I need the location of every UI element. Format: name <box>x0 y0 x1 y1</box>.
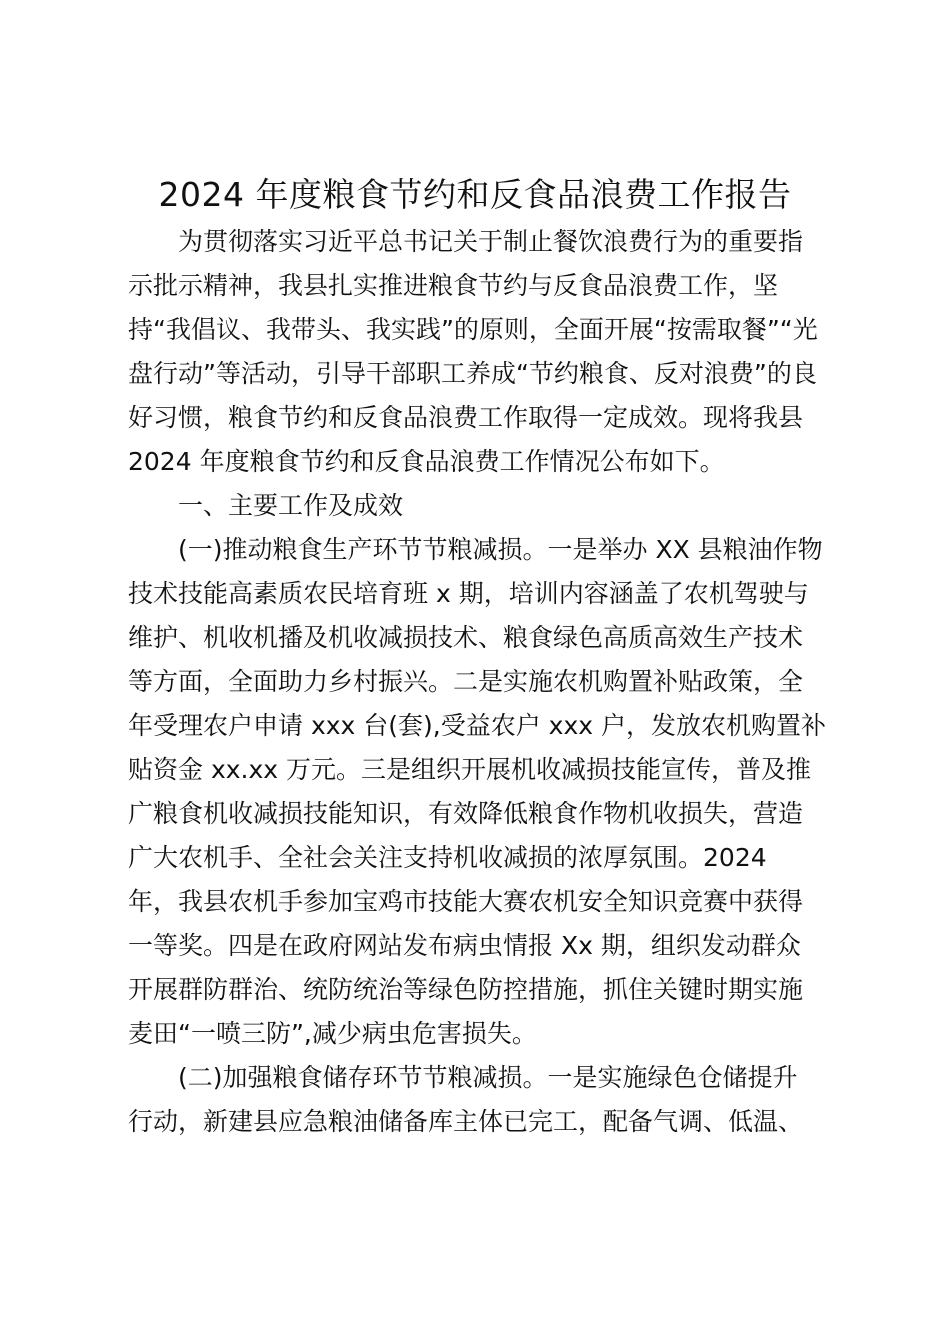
paragraph-line: 技术技能高素质农民培育班 x 期，培训内容涵盖了农机驾驶与 <box>128 579 809 608</box>
paragraph-line: 一等奖。四是在政府网站发布病虫情报 Xx 期，组织发动群众 <box>128 931 801 960</box>
paragraph-line: 2024 年度粮食节约和反食品浪费工作情况公布如下。 <box>128 447 725 476</box>
paragraph-line: 维护、机收机播及机收减损技术、粮食绿色高质高效生产技术 <box>128 623 804 652</box>
paragraph-line: 为贯彻落实习近平总书记关于制止餐饮浪费行为的重要指 <box>178 227 804 256</box>
paragraph-line: 等方面，全面助力乡村振兴。二是实施农机购置补贴政策，全 <box>128 667 804 696</box>
document-title: 2024 年度粮食节约和反食品浪费工作报告 <box>158 175 792 214</box>
paragraph-line: 广粮食机收减损技能知识，有效降低粮食作物机收损失，营造 <box>128 799 804 828</box>
paragraph-line: 示批示精神，我县扎实推进粮食节约与反食品浪费工作，坚 <box>128 271 779 300</box>
paragraph-line: 贴资金 xx.xx 万元。三是组织开展机收减损技能宣传，普及推 <box>128 755 812 784</box>
paragraph-line: (一)推动粮食生产环节节粮减损。一是举办 XX 县粮油作物 <box>178 535 823 564</box>
paragraph-line: (二)加强粮食储存环节节粮减损。一是实施绿色仓储提升 <box>178 1063 798 1092</box>
paragraph-line: 广大农机手、全社会关注支持机收减损的浓厚氛围。2024 <box>128 843 767 872</box>
paragraph-line: 好习惯，粮食节约和反食品浪费工作取得一定成效。现将我县 <box>128 403 804 432</box>
paragraph-line: 年受理农户申请 xxx 台(套),受益农户 xxx 户，发放农机购置补 <box>128 711 827 740</box>
paragraph-line: 开展群防群治、统防统治等绿色防控措施，抓住关键时期实施 <box>128 975 804 1004</box>
paragraph-line: 盘行动”等活动，引导干部职工养成“节约粮食、反对浪费”的良 <box>128 359 817 388</box>
paragraph-line: 麦田“一喷三防”,减少病虫危害损失。 <box>128 1019 537 1048</box>
paragraph-line: 年，我县农机手参加宝鸡市技能大赛农机安全知识竞赛中获得 <box>128 887 804 916</box>
paragraph-line: 行动，新建县应急粮油储备库主体已完工，配备气调、低温、 <box>128 1107 804 1136</box>
section-heading: 一、主要工作及成效 <box>178 491 404 520</box>
paragraph-line: 持“我倡议、我带头、我实践”的原则，全面开展“按需取餐”“光 <box>128 315 818 344</box>
